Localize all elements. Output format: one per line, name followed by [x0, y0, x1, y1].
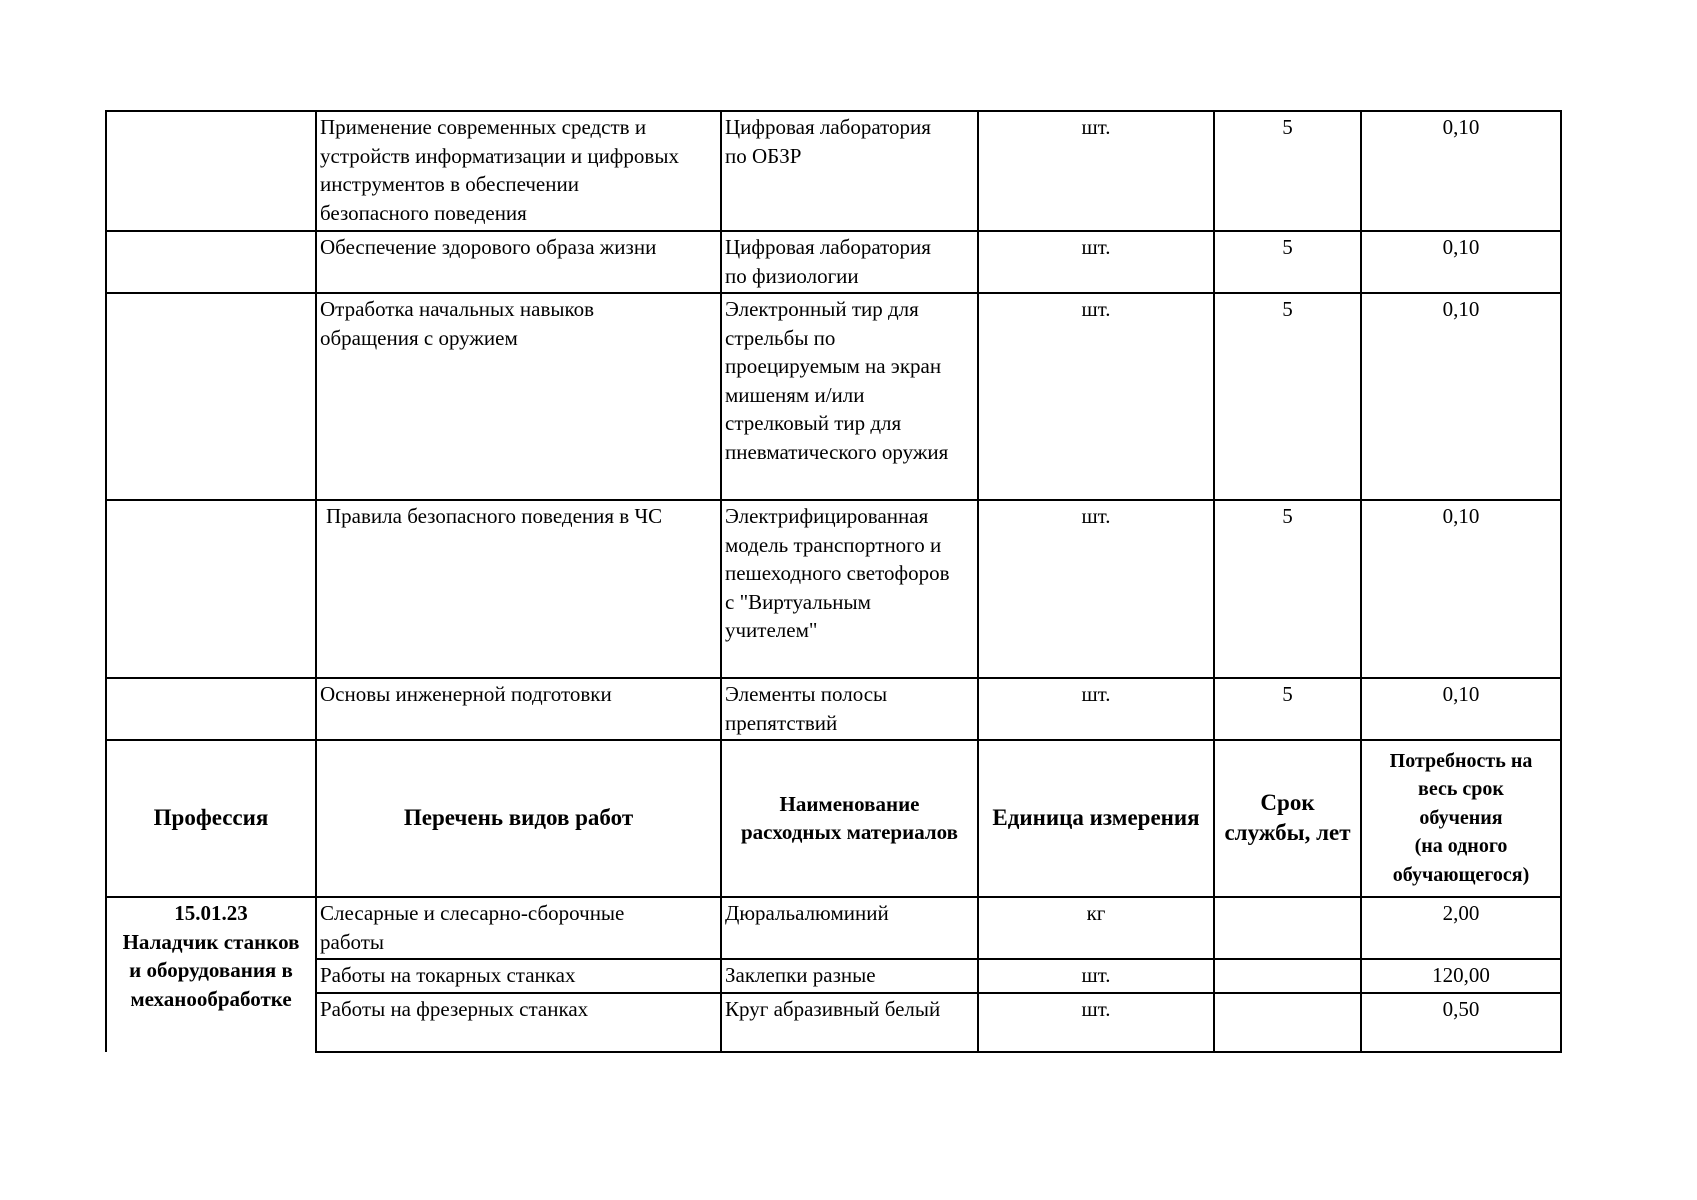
unit-cell: шт.: [978, 959, 1214, 993]
work-type-cell: Отработка начальных навыков обращения с оружием: [316, 293, 721, 500]
column-header-term: Срок службы, лет: [1214, 740, 1361, 897]
service-term-cell: [1214, 959, 1361, 993]
column-header-materials: Наименование расходных материалов: [721, 740, 978, 897]
need-cell: 0,10: [1361, 231, 1561, 293]
profession-cell: [106, 231, 316, 293]
table-row: [106, 500, 1561, 678]
work-type-cell: Основы инженерной подготовки: [316, 678, 721, 740]
work-type-cell: Применение современных средств и устройств информатизации и цифровых инструментов в обеспечении безопасного поведения: [316, 111, 721, 231]
table-row: [106, 231, 1561, 293]
need-cell: 0,50: [1361, 993, 1561, 1052]
work-type-cell: Работы на фрезерных станках: [316, 993, 721, 1052]
service-term-cell: [1214, 993, 1361, 1052]
material-name-cell: Электронный тир для стрельбы по проецируемым на экран мишеням и/или стрелковый тир для пневматического оружия: [721, 293, 978, 500]
table-row: [106, 897, 1561, 959]
service-term-cell: 5: [1214, 500, 1361, 678]
service-term-cell: 5: [1214, 231, 1361, 293]
table-row: [106, 959, 1561, 993]
need-cell: 0,10: [1361, 678, 1561, 740]
service-term-cell: 5: [1214, 678, 1361, 740]
table-row: [106, 293, 1561, 500]
column-header-need: Потребность на весь срок обучения (на одного обучающегося): [1361, 740, 1561, 897]
material-name-cell: Дюральалюминий: [721, 897, 978, 959]
work-type-cell: Правила безопасного поведения в ЧС: [316, 500, 721, 678]
material-name-cell: Электрифицированная модель транспортного и пешеходного светофоров с "Виртуальным учителем": [721, 500, 978, 678]
work-type-cell: Работы на токарных станках: [316, 959, 721, 993]
profession-cell: [106, 500, 316, 678]
material-name-cell: Элементы полосы препятствий: [721, 678, 978, 740]
unit-cell: шт.: [978, 993, 1214, 1052]
work-type-cell: Обеспечение здорового образа жизни: [316, 231, 721, 293]
service-term-cell: 5: [1214, 293, 1361, 500]
unit-cell: шт.: [978, 111, 1214, 231]
table-row: [106, 993, 1561, 1052]
need-cell: 120,00: [1361, 959, 1561, 993]
unit-cell: шт.: [978, 231, 1214, 293]
service-term-cell: [1214, 897, 1361, 959]
material-name-cell: Круг абразивный белый: [721, 993, 978, 1052]
unit-cell: шт.: [978, 678, 1214, 740]
need-cell: 0,10: [1361, 111, 1561, 231]
material-name-cell: Заклепки разные: [721, 959, 978, 993]
unit-cell: шт.: [978, 500, 1214, 678]
column-header-unit: Единица измерения: [978, 740, 1214, 897]
table-row: [106, 111, 1561, 231]
service-term-cell: 5: [1214, 111, 1361, 231]
profession-cell: 15.01.23 Наладчик станков и оборудования в механообработке: [106, 897, 316, 1052]
work-type-cell: Слесарные и слесарно-сборочные работы: [316, 897, 721, 959]
profession-cell: [106, 111, 316, 231]
profession-cell: [106, 678, 316, 740]
unit-cell: шт.: [978, 293, 1214, 500]
material-name-cell: Цифровая лаборатория по ОБЗР: [721, 111, 978, 231]
column-header-works: Перечень видов работ: [316, 740, 721, 897]
need-cell: 2,00: [1361, 897, 1561, 959]
need-cell: 0,10: [1361, 500, 1561, 678]
material-name-cell: Цифровая лаборатория по физиологии: [721, 231, 978, 293]
materials-table: [105, 110, 1562, 1053]
table-row: [106, 678, 1561, 740]
unit-cell: кг: [978, 897, 1214, 959]
column-header-profession: Профессия: [106, 740, 316, 897]
profession-cell: [106, 293, 316, 500]
need-cell: 0,10: [1361, 293, 1561, 500]
table-header-row: [106, 740, 1561, 897]
